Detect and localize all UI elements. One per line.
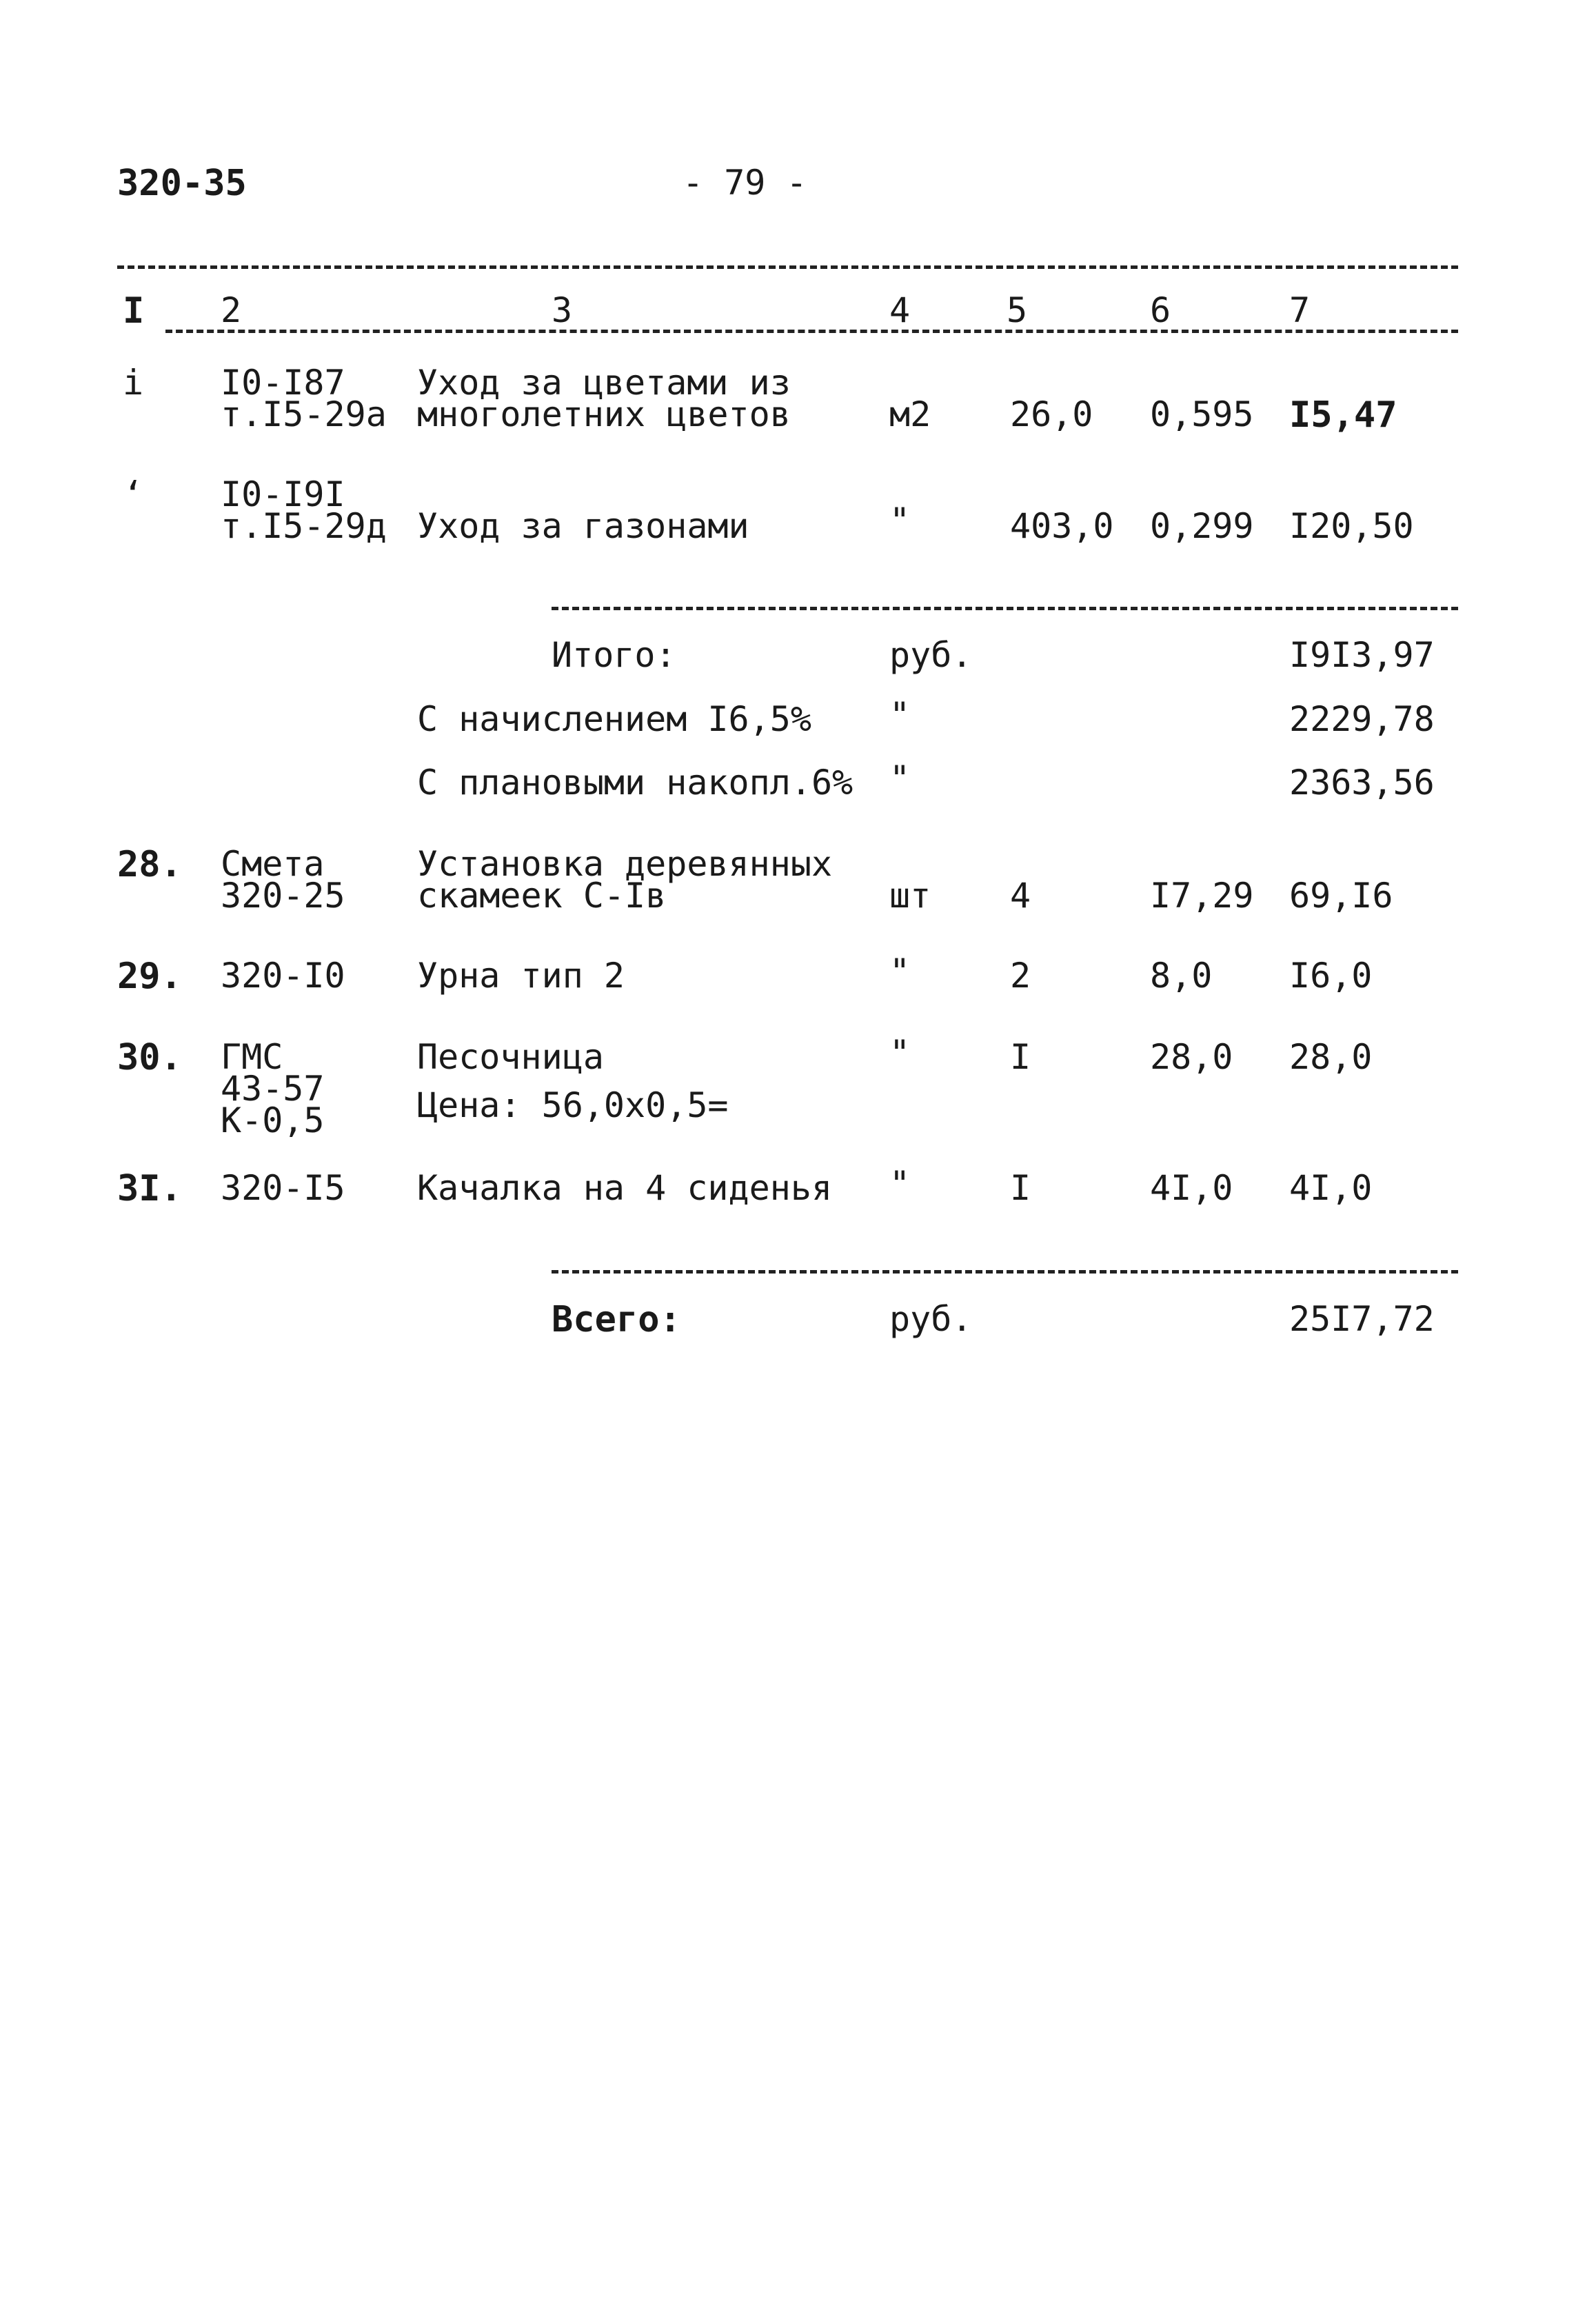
- row-code: I0-I87: [221, 363, 345, 403]
- row-name: Качалка на 4 сиденья: [417, 1168, 833, 1208]
- row-unit: ": [889, 1033, 911, 1073]
- row-name: Установка деревянных: [417, 844, 833, 884]
- column-header-5: 5: [1007, 290, 1028, 330]
- row-name: Уход за газонами: [417, 506, 749, 546]
- row-unit-price: 4I,0: [1150, 1168, 1233, 1208]
- document-code: 320-35: [117, 163, 247, 204]
- row-quantity: 4: [1010, 876, 1031, 916]
- row-unit: шт: [889, 876, 931, 916]
- planned-savings-unit: ": [889, 758, 911, 798]
- subtotal-value: I9I3,97: [1289, 635, 1435, 675]
- row-name-cont: скамеек С-Iв: [417, 876, 667, 916]
- column-header-2: 2: [221, 290, 242, 330]
- column-header-7: 7: [1289, 290, 1311, 330]
- row-price-note: Цена: 56,0х0,5=: [417, 1085, 729, 1125]
- row-total: 4I,0: [1289, 1168, 1373, 1208]
- planned-savings-value: 2363,56: [1289, 763, 1435, 803]
- subtotal-label: Итого:: [552, 635, 676, 675]
- surcharge-unit: ": [889, 695, 911, 735]
- row-total: 69,I6: [1289, 876, 1393, 916]
- row-unit: м2: [889, 394, 931, 434]
- row-number: 28.: [117, 844, 182, 885]
- row-number: 3I.: [117, 1168, 182, 1209]
- row-unit-price: I7,29: [1150, 876, 1254, 916]
- row-code: 320-I5: [221, 1168, 345, 1208]
- row-total: 28,0: [1289, 1037, 1373, 1077]
- row-code-sub: 43-57: [221, 1069, 325, 1109]
- row-quantity: I: [1010, 1037, 1031, 1077]
- column-header-rule: [165, 330, 1458, 333]
- grand-total-value: 25I7,72: [1289, 1299, 1435, 1339]
- row-code-sub: т.I5-29д: [221, 506, 387, 546]
- row-code: Смета: [221, 844, 325, 884]
- row-unit-price: 28,0: [1150, 1037, 1233, 1077]
- grand-total-unit: руб.: [889, 1299, 973, 1339]
- row-code: I0-I9I: [221, 474, 345, 514]
- surcharge-label: С начислением I6,5%: [417, 699, 811, 739]
- row-quantity: 26,0: [1010, 394, 1093, 434]
- grand-total-rule: [552, 1270, 1458, 1274]
- row-code-sub: т.I5-29а: [221, 394, 387, 434]
- row-name: Уход за цветами из: [417, 363, 791, 403]
- grand-total-label: Всего:: [552, 1299, 681, 1340]
- subtotal-rule: [552, 607, 1458, 610]
- row-total: I5,47: [1289, 394, 1397, 436]
- page-number: - 79 -: [683, 163, 807, 203]
- row-name: Урна тип 2: [417, 956, 625, 996]
- row-name-cont: многолетних цветов: [417, 394, 791, 434]
- row-code-sub2: К-0,5: [221, 1100, 325, 1140]
- row-unit: ": [889, 1164, 911, 1204]
- row-number: 30.: [117, 1037, 182, 1078]
- row-unit-price: 0,299: [1150, 506, 1254, 546]
- row-number: ‘: [123, 474, 144, 514]
- row-unit-price: 8,0: [1150, 956, 1213, 996]
- subtotal-unit: руб.: [889, 635, 973, 675]
- row-unit: ": [889, 952, 911, 992]
- column-header-4: 4: [889, 290, 911, 330]
- column-header-3: 3: [552, 290, 573, 330]
- surcharge-value: 2229,78: [1289, 699, 1435, 739]
- row-code: ГМС: [221, 1037, 283, 1077]
- row-number: i: [123, 363, 144, 403]
- table-top-rule: [117, 265, 1458, 269]
- row-quantity: I: [1010, 1168, 1031, 1208]
- row-unit-price: 0,595: [1150, 394, 1254, 434]
- planned-savings-label: С плановыми накопл.6%: [417, 763, 853, 803]
- row-name: Песочница: [417, 1037, 604, 1077]
- column-header-1: I: [123, 290, 145, 332]
- row-unit: ": [889, 501, 911, 541]
- row-code: 320-I0: [221, 956, 345, 996]
- row-total: I6,0: [1289, 956, 1373, 996]
- row-total: I20,50: [1289, 506, 1414, 546]
- column-header-6: 6: [1150, 290, 1171, 330]
- row-code-sub: 320-25: [221, 876, 345, 916]
- row-quantity: 403,0: [1010, 506, 1114, 546]
- row-number: 29.: [117, 956, 182, 997]
- row-quantity: 2: [1010, 956, 1031, 996]
